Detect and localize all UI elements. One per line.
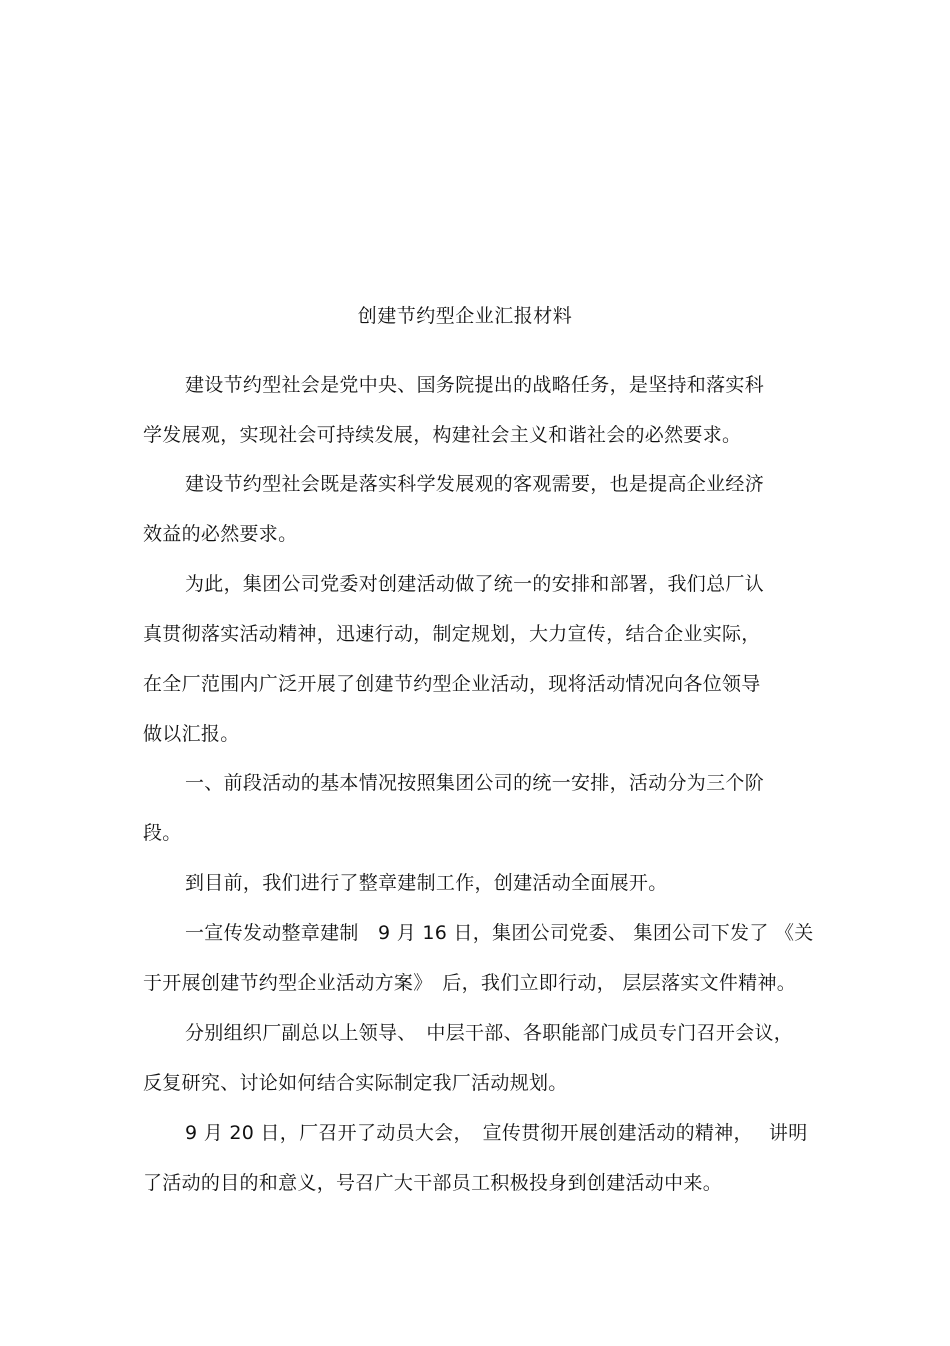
paragraph-line: 了活动的目的和意义，号召广大干部员工积极投身到创建活动中来。 bbox=[143, 1172, 723, 1194]
paragraph-line: 反复研究、讨论如何结合实际制定我厂活动规划。 bbox=[143, 1072, 568, 1094]
paragraph-line: 到目前，我们进行了整章建制工作，创建活动全面展开。 bbox=[185, 872, 668, 894]
paragraph-line: 效益的必然要求。 bbox=[143, 523, 298, 545]
paragraph-line: 为此，集团公司党委对创建活动做了统一的安排和部署，我们总厂认 bbox=[185, 573, 765, 595]
paragraph-line: 做以汇报。 bbox=[143, 723, 240, 745]
paragraph-line: 建设节约型社会既是落实科学发展观的客观需要，也是提高企业经济 bbox=[185, 473, 765, 495]
paragraph-line: 9 月 20 日，厂召开了动员大会， 宣传贯彻开展创建活动的精神， 讲明 bbox=[185, 1122, 808, 1144]
paragraph-line: 学发展观，实现社会可持续发展，构建社会主义和谐社会的必然要求。 bbox=[143, 424, 742, 446]
paragraph-line: 在全厂范围内广泛开展了创建节约型企业活动，现将活动情况向各位领导 bbox=[143, 673, 761, 695]
paragraph-line: 建设节约型社会是党中央、国务院提出的战略任务，是坚持和落实科 bbox=[185, 374, 765, 396]
paragraph-line: 一宣传发动整章建制 9 月 16 日，集团公司党委、 集团公司下发了 《关 bbox=[185, 922, 814, 944]
paragraph-line: 段。 bbox=[143, 822, 182, 844]
paragraph-line: 真贯彻落实活动精神，迅速行动，制定规划，大力宣传，结合企业实际， bbox=[143, 623, 761, 645]
paragraph-line: 于开展创建节约型企业活动方案》 后，我们立即行动， 层层落实文件精神。 bbox=[143, 972, 797, 994]
paragraph-line: 分别组织厂副总以上领导、 中层干部、各职能部门成员专门召开会议， bbox=[185, 1022, 794, 1044]
paragraph-line: 一、前段活动的基本情况按照集团公司的统一安排，活动分为三个阶 bbox=[185, 772, 765, 794]
document-title: 创建节约型企业汇报材料 bbox=[357, 305, 573, 327]
